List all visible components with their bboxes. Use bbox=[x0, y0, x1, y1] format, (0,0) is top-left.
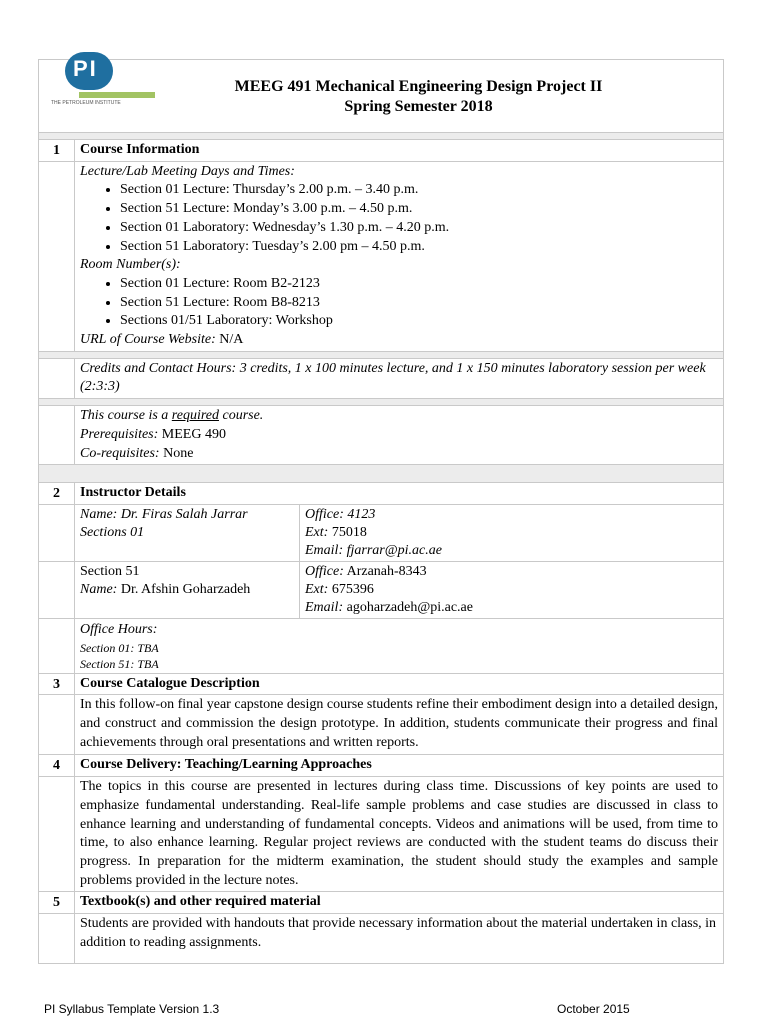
document-title bbox=[114, 77, 723, 117]
list-item: • Section 51 Lecture: Room B8-8213 bbox=[120, 294, 718, 313]
section-5-heading-row bbox=[38, 892, 724, 914]
document-header bbox=[38, 56, 724, 133]
instructor-section: Section 51 bbox=[80, 563, 140, 579]
instructor-sections: Sections 01 bbox=[80, 524, 145, 540]
office-hours-label: Office Hours: bbox=[80, 621, 158, 637]
course-title: MEEG 491 Mechanical Engineering Design Project II bbox=[234, 78, 603, 95]
instructor-2-row bbox=[38, 562, 724, 619]
catalogue-description-row bbox=[38, 695, 724, 755]
list-item: • Section 01 Lecture: Thursday’s 2.00 p.m. – 3.40 p.m. bbox=[120, 181, 718, 200]
list-item: • Section 01 Lecture: Room B2-2123 bbox=[120, 275, 718, 294]
instructor-office: Office: Arzanah-8343 bbox=[305, 563, 427, 579]
section-heading: Course Delivery: Teaching/Learning Approaches bbox=[80, 757, 372, 773]
list-item: • Section 51 Lecture: Monday’s 3.00 p.m. – 4.50 p.m. bbox=[120, 200, 718, 219]
section-1-heading-row bbox=[38, 139, 724, 162]
course-type: This course is a required course. bbox=[80, 408, 264, 424]
section-4-heading-row bbox=[38, 755, 724, 777]
section-number: 4 bbox=[39, 755, 75, 776]
section-number: 3 bbox=[39, 674, 75, 695]
meeting-label: Lecture/Lab Meeting Days and Times: bbox=[80, 163, 295, 179]
instructor-office: Office: 4123 bbox=[305, 506, 376, 522]
instructor-name: Name: Dr. Firas Salah Jarrar bbox=[80, 506, 248, 522]
logo-text: PI bbox=[73, 56, 98, 81]
corequisites: Co-requisites: None bbox=[80, 445, 194, 461]
catalogue-description: In this follow-on final year capstone design course students refine their embodiment design into a detailed design, and construct and commission the design prototype. In addition, students communicate their progress and final achievements through oral presentations and written reports. bbox=[80, 697, 718, 750]
instructor-ext: Ext: 675396 bbox=[305, 581, 374, 597]
instructor-ext: Ext: 75018 bbox=[305, 524, 367, 540]
instructor-email: Email: fjarrar@pi.ac.ae bbox=[305, 542, 442, 558]
spacer-row bbox=[38, 465, 724, 482]
prerequisites: Prerequisites: MEEG 490 bbox=[80, 426, 226, 442]
footer-template-version: PI Syllabus Template Version 1.3 bbox=[44, 1002, 220, 1016]
room-list bbox=[80, 275, 718, 331]
meeting-list bbox=[80, 181, 718, 256]
delivery-description: The topics in this course are presented in lectures during class time. Discussions of key points are used to emphasize fundamental understanding. Real-life sample problems and case studies are discussed in class to enhance learning and understanding of fundamental concepts. Videos and animations will be used, from time to time, to also enhance learning. Regular project reviews are conducted with the student teams do discuss their progress. In preparation for the midterm examination, the student should study the examples and sample problems provided in the lecture notes. bbox=[80, 779, 718, 888]
logo-subtitle: THE PETROLEUM INSTITUTE bbox=[51, 100, 121, 106]
syllabus-table bbox=[38, 56, 724, 964]
section-2-heading-row bbox=[38, 482, 724, 505]
list-item: • Section 51 Laboratory: Tuesday’s 2.00 pm – 4.50 p.m. bbox=[120, 238, 718, 257]
credits-text: Credits and Contact Hours: 3 credits, 1 x 100 minutes lecture, and 1 x 150 minutes laboratory session per week (2:3:3) bbox=[80, 360, 706, 395]
course-website: URL of Course Website: N/A bbox=[80, 332, 244, 348]
requisites-row bbox=[38, 405, 724, 465]
instructor-1-row bbox=[38, 505, 724, 562]
meeting-times-row bbox=[38, 162, 724, 352]
office-hours-section-51: Section 51: TBA bbox=[80, 656, 159, 671]
instructor-name: Name: Dr. Afshin Goharzadeh bbox=[80, 581, 251, 597]
section-heading: Instructor Details bbox=[80, 485, 186, 501]
room-label: Room Number(s): bbox=[80, 257, 181, 273]
textbook-description-row bbox=[38, 914, 724, 963]
textbook-description: Students are provided with handouts that provide necessary information about the material undertaken in class, in addition to reading assignments. bbox=[80, 916, 717, 950]
delivery-description-row bbox=[38, 777, 724, 892]
section-number: 2 bbox=[39, 483, 75, 504]
section-heading: Course Information bbox=[80, 142, 200, 157]
credits-row bbox=[38, 358, 724, 399]
section-number: 1 bbox=[39, 140, 75, 161]
footer-date: October 2015 bbox=[557, 1002, 630, 1016]
list-item: • Section 01 Laboratory: Wednesday’s 1.30 p.m. – 4.20 p.m. bbox=[120, 219, 718, 238]
section-3-heading-row bbox=[38, 674, 724, 696]
office-hours-row bbox=[38, 619, 724, 674]
section-number: 5 bbox=[39, 892, 75, 913]
list-item: • Sections 01/51 Laboratory: Workshop bbox=[120, 312, 718, 331]
office-hours-section-01: Section 01: TBA bbox=[80, 640, 159, 655]
semester-title: Spring Semester 2018 bbox=[344, 98, 493, 115]
instructor-email: Email: agoharzadeh@pi.ac.ae bbox=[305, 599, 473, 615]
section-heading: Course Catalogue Description bbox=[80, 675, 260, 691]
section-heading: Textbook(s) and other required material bbox=[80, 894, 321, 910]
